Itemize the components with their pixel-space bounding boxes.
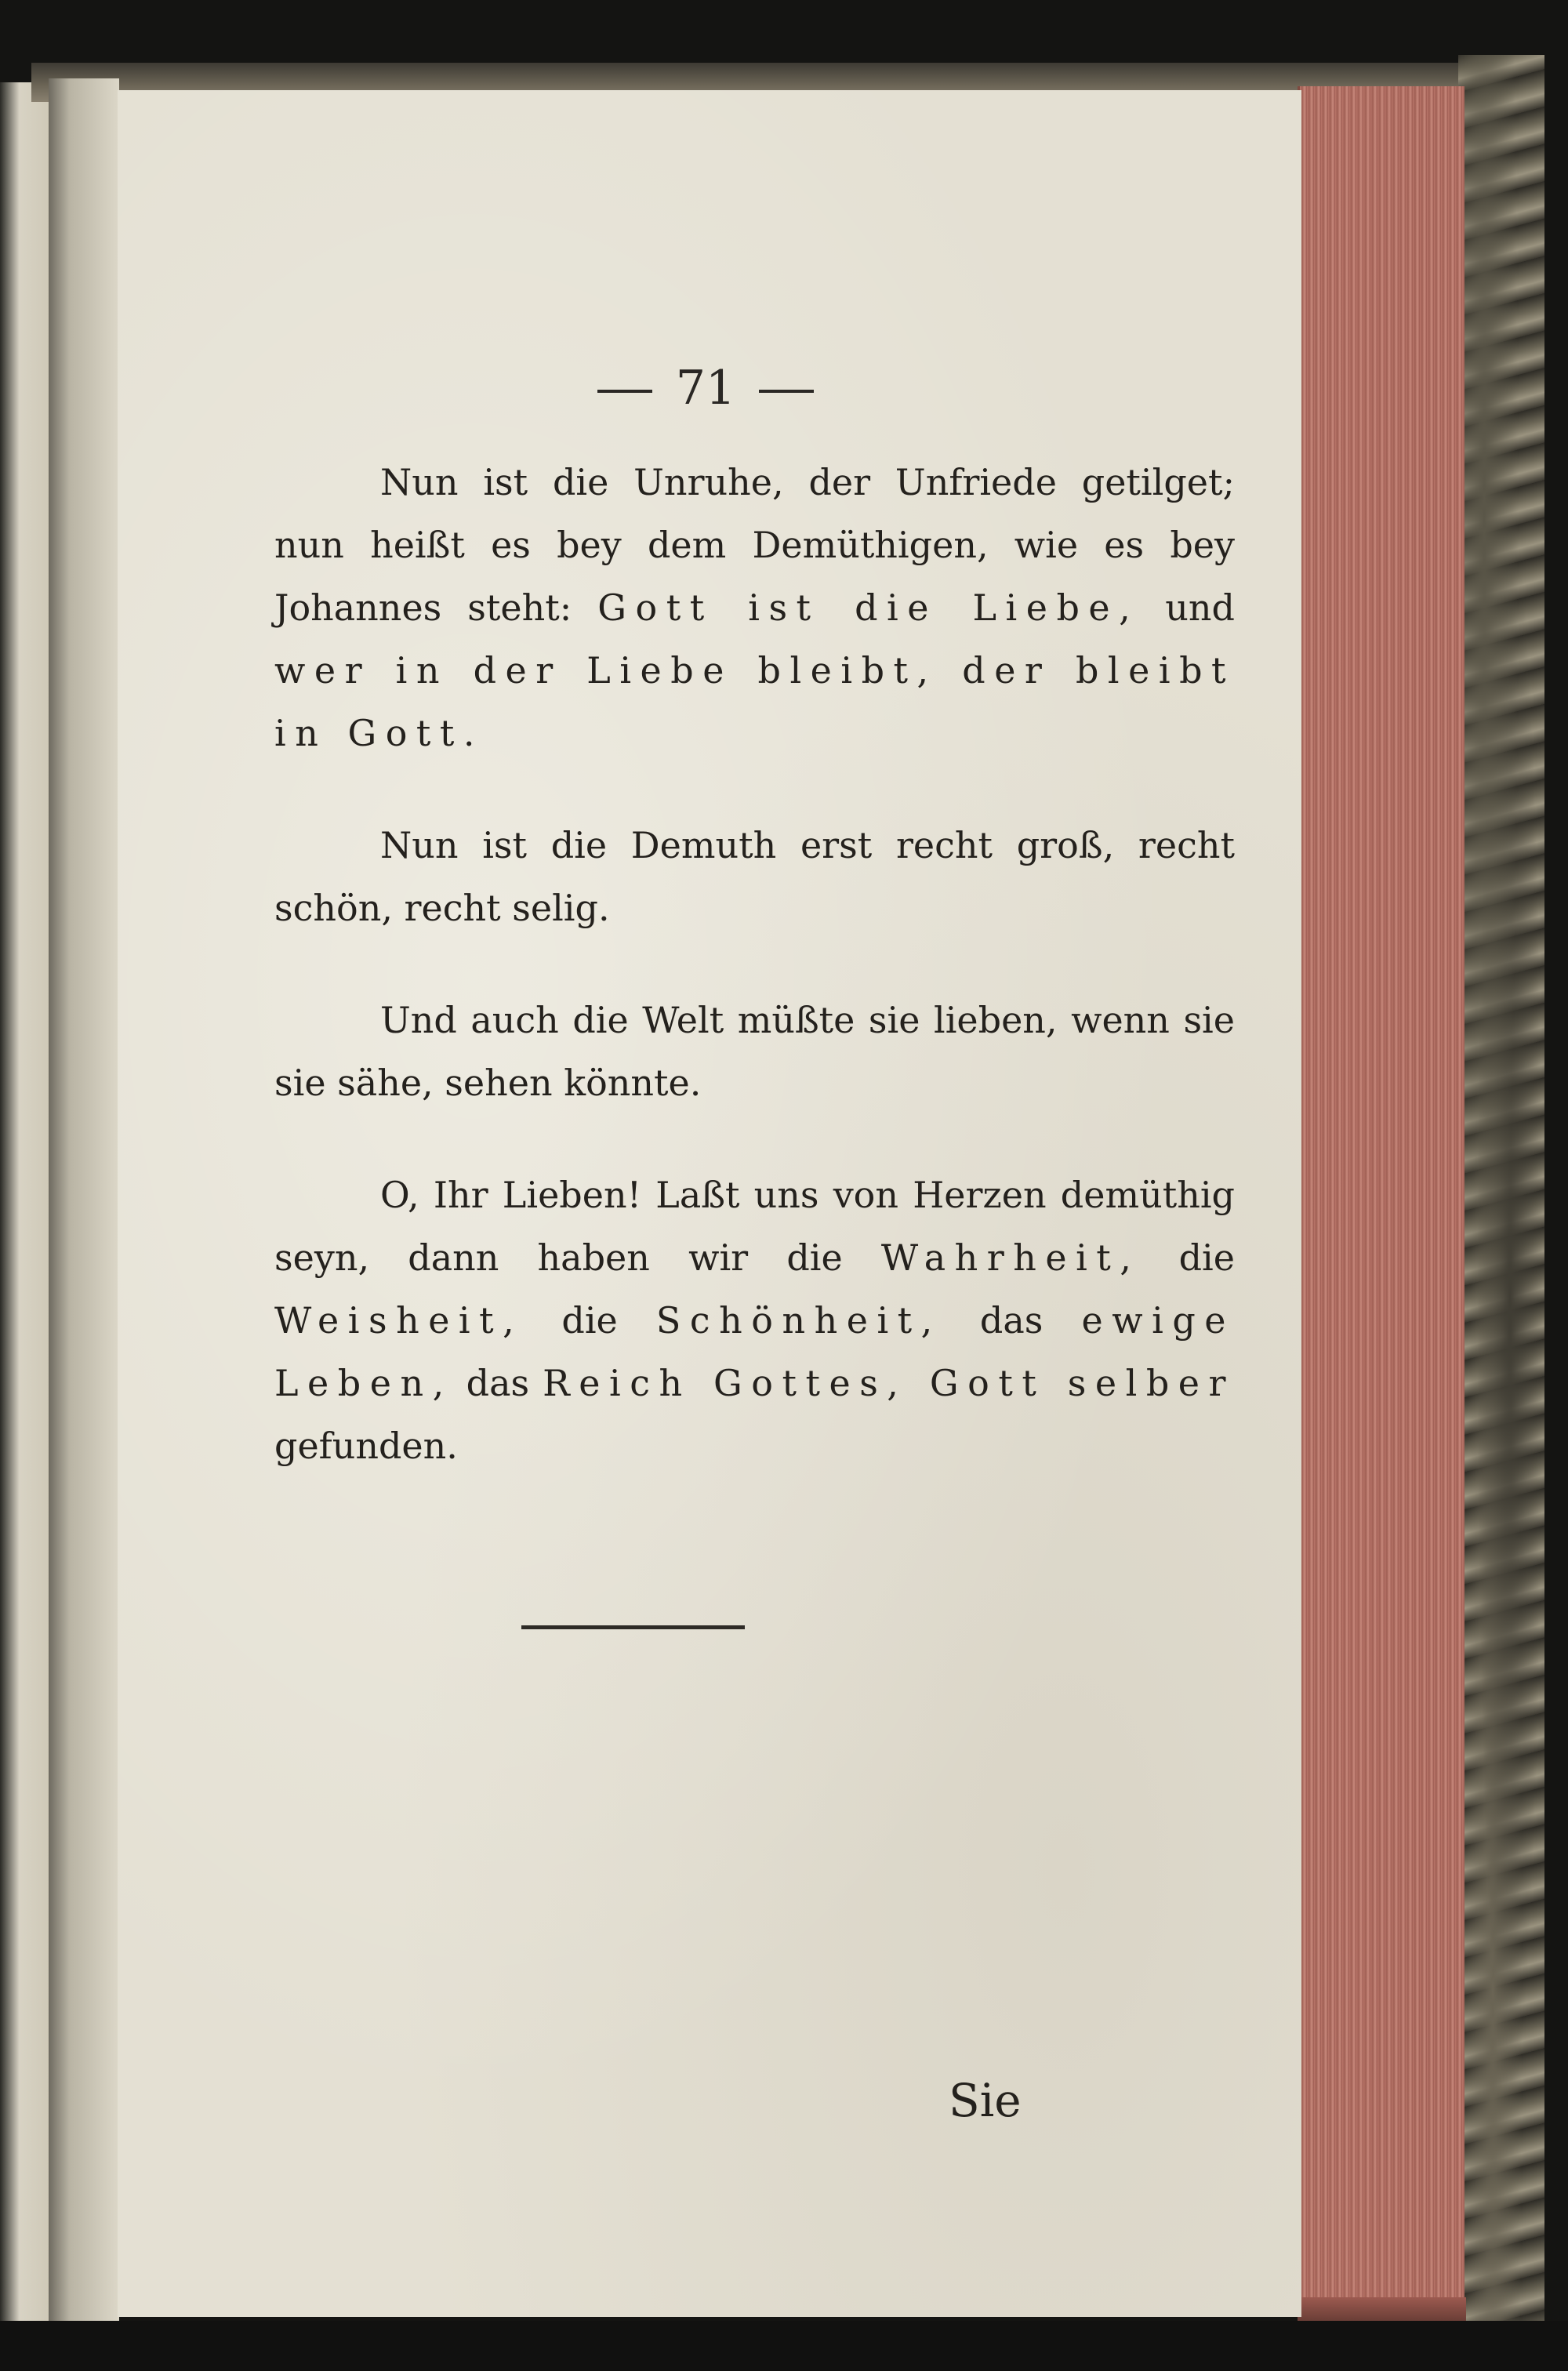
marbled-cover	[1458, 55, 1544, 2329]
spaced-emphasis-text: Wahrheit,	[880, 1236, 1141, 1279]
red-page-edges	[1298, 86, 1465, 2325]
spaced-emphasis-text: Weisheit,	[274, 1299, 524, 1342]
paragraph-text: Und auch die Welt müßte sie lieben, wenn sie sie sähe, sehen könnte.	[274, 999, 1235, 1104]
gutter-shadow	[49, 78, 119, 2352]
paragraph-text: Nun ist die Demuth erst recht groß, recht schön, recht selig.	[274, 824, 1235, 929]
paragraph-text: das	[941, 1299, 1082, 1342]
paragraph	[274, 989, 1235, 1114]
paragraph	[274, 1164, 1235, 1477]
paragraph	[274, 814, 1235, 939]
spaced-emphasis-text: Reich Gottes, Gott selber	[543, 1362, 1235, 1404]
body-text	[274, 451, 1235, 1527]
book-page	[118, 90, 1301, 2317]
spaced-emphasis-text: wer in der Liebe bleibt, der bleibt in Gott.	[274, 649, 1235, 754]
paragraph-text: gefunden.	[274, 1425, 458, 1467]
page-number: 71	[675, 361, 736, 416]
section-rule	[521, 1625, 745, 1629]
bottom-background	[0, 2321, 1568, 2371]
spaced-emphasis-text: Schönheit,	[655, 1299, 942, 1342]
paragraph-text: das	[452, 1362, 543, 1404]
paragraph-text: Nun ist die Unruhe, der Unfriede getilget; nun heißt es bey dem Demüthigen, wie es bey Johannes steht:	[274, 461, 1235, 629]
previous-page-edge	[0, 82, 49, 2348]
catchword: Sie	[949, 2074, 1022, 2127]
paragraph-text: O, Ihr Lieben! Laßt uns von Herzen demüthig seyn, dann haben wir die	[274, 1174, 1235, 1279]
paragraph-text: die	[1140, 1236, 1235, 1279]
spaced-emphasis-text: ewige Leben,	[274, 1299, 1235, 1404]
paragraph-text: die	[523, 1299, 656, 1342]
paragraph	[274, 451, 1235, 764]
page-number-header	[118, 361, 1294, 416]
header-dash-left	[597, 390, 652, 393]
paragraph-text: und	[1139, 586, 1236, 629]
header-dash-right	[759, 390, 814, 393]
spaced-emphasis-text: Gott ist die Liebe,	[597, 586, 1140, 629]
